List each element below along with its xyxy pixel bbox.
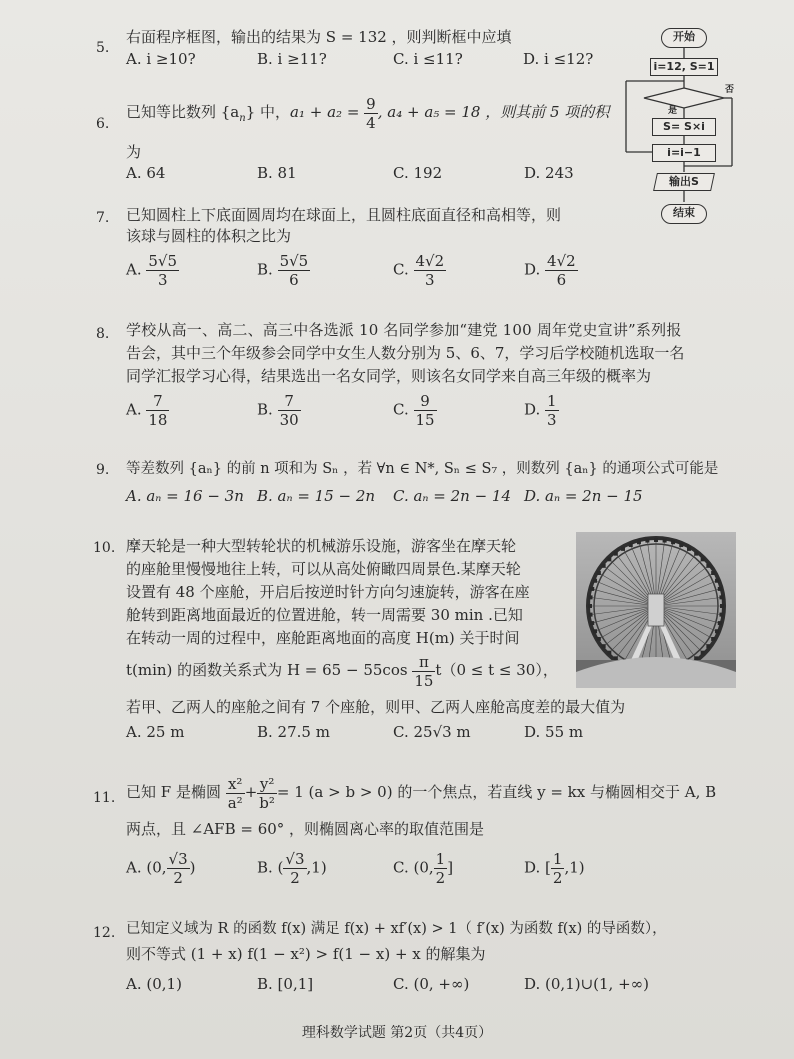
ferris-wheel-image <box>576 532 736 688</box>
flow-start: 开始 <box>661 28 707 48</box>
ferris-cabin <box>706 644 710 648</box>
q5-option-a: A. i ≥10? <box>126 50 196 68</box>
q11-option-d: D. [ $\frac{1}{2}$ ,1) <box>524 850 585 887</box>
flow-multiply: S= S×i <box>652 118 716 136</box>
ferris-cabin <box>588 604 592 608</box>
ferris-cabin <box>663 539 667 543</box>
q7-option-b: B. $\frac{5√5}{6}$ <box>257 252 309 289</box>
q6-option-c: C. 192 <box>393 164 443 182</box>
q11-line-2: 两点，且 ∠AFB = 60° ，则椭圆离心率的取值范围是 <box>126 820 485 838</box>
ferris-cabin <box>614 656 618 660</box>
ferris-cabin <box>597 571 601 575</box>
q9-option-b: B. aₙ = 15 − 2n <box>257 487 376 505</box>
q10-line-3: 设置有 48 个座舱，开启后按逆时针方向匀速旋转，游客在座 <box>126 583 530 601</box>
q5-number: 5. <box>96 40 110 56</box>
q12-option-d: D. (0,1)∪(1, +∞) <box>524 975 650 993</box>
ferris-cabin <box>694 656 698 660</box>
ferris-cabin <box>607 557 611 561</box>
q11-option-b: B. ( $\frac{√3}{2}$ ,1) <box>257 850 327 887</box>
q6-option-d: D. 243 <box>524 164 574 182</box>
ferris-cabin <box>621 547 625 551</box>
q12-number: 12. <box>93 925 116 941</box>
ferris-cabin <box>590 621 594 625</box>
ferris-cabin <box>671 540 675 544</box>
q7-option-c: C. $\frac{4√2}{3}$ <box>393 252 445 289</box>
ferris-cabin <box>719 613 723 617</box>
ferris-cabin <box>711 571 715 575</box>
q8-option-d: D. $\frac{1}{3}$ <box>524 392 557 429</box>
ferris-cabin <box>629 543 633 547</box>
q11-option-a: A. (0, $\frac{√3}{2}$ ) <box>126 850 196 887</box>
q10-number: 10. <box>93 540 116 556</box>
flow-end: 结束 <box>661 204 707 224</box>
q9-option-a: A. aₙ = 16 − 3n <box>126 487 244 505</box>
q10-option-d: D. 55 m <box>524 723 584 741</box>
flow-no-label: 否 <box>725 85 735 95</box>
ferris-cabin <box>602 644 606 648</box>
q10-option-a: A. 25 m <box>126 723 185 741</box>
q7-option-d: D. $\frac{4√2}{6}$ <box>524 252 576 289</box>
ferris-cabin <box>715 629 719 633</box>
q8-line-1: 学校从高一、高二、高三中各选派 10 名同学参加“建党 100 周年党史宣讲”系列报 <box>126 321 682 339</box>
q6-number: 6. <box>96 116 110 132</box>
q12-line-2: 则不等式 (1 + x) f(1 − x²) > f(1 − x) + x 的解集为 <box>126 945 486 963</box>
flow-yes-label: 是 <box>668 106 678 116</box>
q9-option-c: C. aₙ = 2n − 14 <box>393 487 512 505</box>
ferris-cabin <box>715 579 719 583</box>
q8-line-3: 同学汇报学习心得，结果选出一名女同学，则该名女同学来自高三年级的概率为 <box>126 367 652 385</box>
q7-option-a: A. $\frac{5√5}{3}$ <box>126 252 178 289</box>
ferris-cabin <box>720 604 724 608</box>
flow-decrement: i=i−1 <box>652 144 716 162</box>
ferris-cabin <box>654 538 658 542</box>
q9-option-d: D. aₙ = 2n − 15 <box>524 487 643 505</box>
ferris-cabin <box>597 637 601 641</box>
q6-option-b: B. 81 <box>257 164 297 182</box>
q9-stem: 等差数列 {aₙ} 的前 n 项和为 Sₙ ，若 ∀n ∈ N*, Sₙ ≤ S₇ ，则数列 {aₙ} 的通项公式可能是 <box>126 461 719 477</box>
q8-option-a: A. $\frac{7}{18}$ <box>126 392 168 429</box>
q11-number: 11. <box>93 790 116 806</box>
flow-output: 输出S <box>653 173 715 191</box>
q10-option-c: C. 25√3 m <box>393 723 471 741</box>
q8-option-c: C. $\frac{9}{15}$ <box>393 392 435 429</box>
q11-option-c: C. (0, $\frac{1}{2}$ ] <box>393 850 454 887</box>
q5-option-b: B. i ≥11? <box>257 50 327 68</box>
q7-number: 7. <box>96 210 110 226</box>
q7-line-2: 该球与圆柱的体积之比为 <box>126 227 292 245</box>
ferris-cabin <box>694 552 698 556</box>
ferris-cabin <box>593 579 597 583</box>
q10-option-b: B. 27.5 m <box>257 723 330 741</box>
q7-line-1: 已知圆柱上下底面圆周均在球面上，且圆柱底面直径和高相等，则 <box>126 206 562 224</box>
q6-fraction: $\frac{9}{4}$ <box>366 94 376 132</box>
ferris-cabin <box>719 595 723 599</box>
q8-line-2: 告会，其中三个年级参会同学中女生人数分别为 5、6、7，学习后学校随机选取一名 <box>126 344 685 362</box>
ferris-cabin <box>711 637 715 641</box>
ferris-cabin <box>593 629 597 633</box>
page-footer: 理科数学试题 第2页（共4页） <box>301 1025 493 1041</box>
ferris-cabin <box>614 552 618 556</box>
ferris-cabin <box>718 621 722 625</box>
q12-line-1: 已知定义域为 R 的函数 f(x) 满足 f(x) + xf′(x) > 1（ f′(x) 为函数 f(x) 的导函数）， <box>126 921 667 937</box>
q6-stem-continued: 为 <box>126 143 142 161</box>
ferris-cabin <box>589 595 593 599</box>
q9-number: 9. <box>96 462 110 478</box>
q10-line-6: t(min) 的函数关系式为 H = 65 − 55cos $\frac{\pi}{15}$ t（0 ≤ t ≤ 30）， <box>126 652 558 690</box>
q12-option-a: A. (0,1) <box>126 975 182 993</box>
ferris-cabin <box>718 587 722 591</box>
ferris-cabin <box>706 564 710 568</box>
q10-line-2: 的座舱里慢慢地往上转，可以从高处俯瞰四周景色.某摩天轮 <box>126 560 521 578</box>
ferris-cabin <box>602 564 606 568</box>
ferris-cabin <box>589 613 593 617</box>
q5-option-d: D. i ≤12? <box>523 50 594 68</box>
ferris-cabin <box>607 651 611 655</box>
ferris-cabin <box>637 540 641 544</box>
ferris-cabin <box>687 547 691 551</box>
ferris-cabin <box>645 539 649 543</box>
q6-option-a: A. 64 <box>126 164 166 182</box>
q5-stem: 右面程序框图，输出的结果为 S = 132 ，则判断框中应填 <box>126 28 512 46</box>
q10-line-7: 若甲、乙两人的座舱之间有 7 个座舱，则甲、乙两人座舱高度差的最大值为 <box>126 698 626 716</box>
q10-line-5: 在转动一周的过程中，座舱距离地面的高度 H(m) 关于时间 <box>126 629 520 647</box>
ferris-cabin <box>590 587 594 591</box>
ferris-cabin <box>679 543 683 547</box>
q10-line-4: 舱转到距离地面最近的位置进舱，转一周需要 30 min .已知 <box>126 606 523 624</box>
q8-option-b: B. $\frac{7}{30}$ <box>257 392 299 429</box>
q5-option-c: C. i ≤11? <box>393 50 463 68</box>
q6-stem: 已知等比数列 $\{a_n\}$ 中，a₁ + a₂ = $\frac{9}{4}$ , a₄ + a₅ = 18 ，则其前 5 项的积 <box>126 94 610 132</box>
ferris-cabin <box>701 557 705 561</box>
ferris-cabin <box>701 651 705 655</box>
q12-option-c: C. (0, +∞) <box>393 975 470 993</box>
flow-init: i=12, S=1 <box>650 58 718 76</box>
q11-line-1: 已知 F 是椭圆 $\frac{\text{x²}}{\text{a²}}$ + $\frac{\text{y²}}{\text{b²}}$ = 1 (a > b > 0) 的一个焦点，若直线 y = kx 与椭圆相交于 A, B <box>126 774 717 812</box>
q8-number: 8. <box>96 326 110 342</box>
q12-option-b: B. [0,1] <box>257 975 314 993</box>
ferris-wheel-photo <box>576 532 736 688</box>
q10-line-1: 摩天轮是一种大型转轮状的机械游乐设施，游客坐在摩天轮 <box>126 537 517 555</box>
